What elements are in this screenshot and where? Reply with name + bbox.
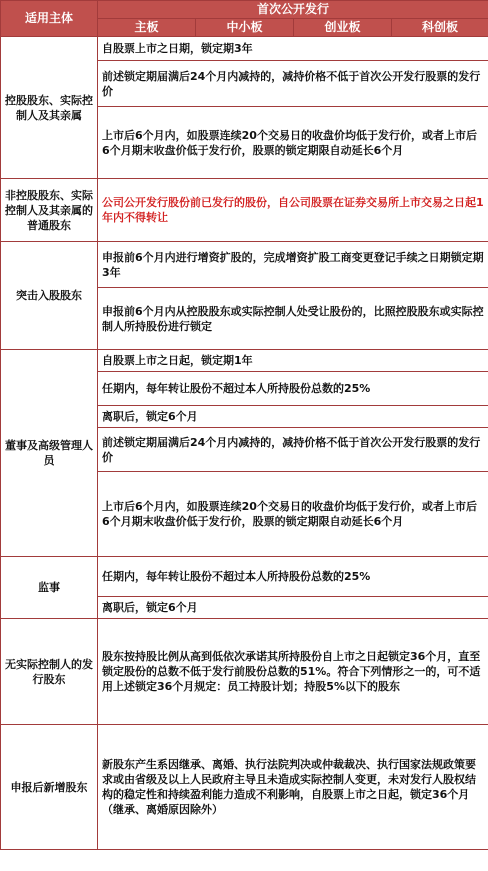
subject-supervisors: 监事 [1, 557, 98, 619]
subject-no-actual-controller: 无实际控制人的发行股东 [1, 619, 98, 725]
rule-cell: 任期内，每年转让股份不超过本人所持股份总数的25% [98, 372, 488, 406]
header-ipo-group: 首次公开发行 [98, 1, 488, 19]
header-main-board: 主板 [98, 19, 196, 37]
header-sme-board: 中小板 [196, 19, 294, 37]
rule-cell: 任期内，每年转让股份不超过本人所持股份总数的25% [98, 557, 488, 597]
rule-cell: 自股票上市之日期，锁定期3年 [98, 37, 488, 61]
rule-cell: 申报前6个月内从控股股东或实际控制人处受让股份的，比照控股股东或实际控制人所持股份进行锁定 [98, 288, 488, 350]
subject-controlling-shareholder: 控股股东、实际控制人及其亲属 [1, 37, 98, 179]
rule-cell: 上市后6个月内，如股票连续20个交易日的收盘价均低于发行价，或者上市后6个月期末收盘价低于发行价，股票的锁定期限自动延长6个月 [98, 472, 488, 557]
subject-new-shareholder-after-filing: 申报后新增股东 [1, 725, 98, 850]
rule-cell: 离职后，锁定6个月 [98, 406, 488, 428]
rule-cell: 前述锁定期届满后24个月内减持的，减持价格不低于首次公开发行股票的发行价 [98, 61, 488, 107]
subject-non-controlling-shareholder: 非控股股东、实际控制人及其亲属的普通股东 [1, 179, 98, 242]
rule-cell: 离职后，锁定6个月 [98, 597, 488, 619]
header-chinext: 创业板 [294, 19, 392, 37]
rule-cell: 自股票上市之日起，锁定期1年 [98, 350, 488, 372]
rule-cell: 公司公开发行股份前已发行的股份，自公司股票在证券交易所上市交易之日起1年内不得转让 [98, 179, 488, 242]
rule-cell: 前述锁定期届满后24个月内减持的，减持价格不低于首次公开发行股票的发行价 [98, 428, 488, 472]
header-star-market: 科创板 [392, 19, 488, 37]
subject-surprise-shareholder: 突击入股股东 [1, 242, 98, 350]
subject-directors-executives: 董事及高级管理人员 [1, 350, 98, 557]
rule-cell: 新股东产生系因继承、离婚、执行法院判决或仲裁裁决、执行国家法规政策要求或由省级及以上人民政府主导且未造成实际控制人变更，未对发行人股权结构的稳定性和持续盈利能力造成不利影响，自股票上市之日起，锁定36个月（继承、离婚原因除外） [98, 725, 488, 850]
header-subject: 适用主体 [1, 1, 98, 37]
rule-cell: 上市后6个月内，如股票连续20个交易日的收盘价均低于发行价，或者上市后6个月期末收盘价低于发行价，股票的锁定期限自动延长6个月 [98, 107, 488, 179]
rule-cell: 股东按持股比例从高到低依次承诺其所持股份自上市之日起锁定36个月，直至锁定股份的总数不低于发行前股份总数的51%。符合下列情形之一的，可不适用上述锁定36个月规定：员工持股计划；持股5%以下的股东 [98, 619, 488, 725]
rule-cell: 申报前6个月内进行增资扩股的，完成增资扩股工商变更登记手续之日期锁定期3年 [98, 242, 488, 288]
